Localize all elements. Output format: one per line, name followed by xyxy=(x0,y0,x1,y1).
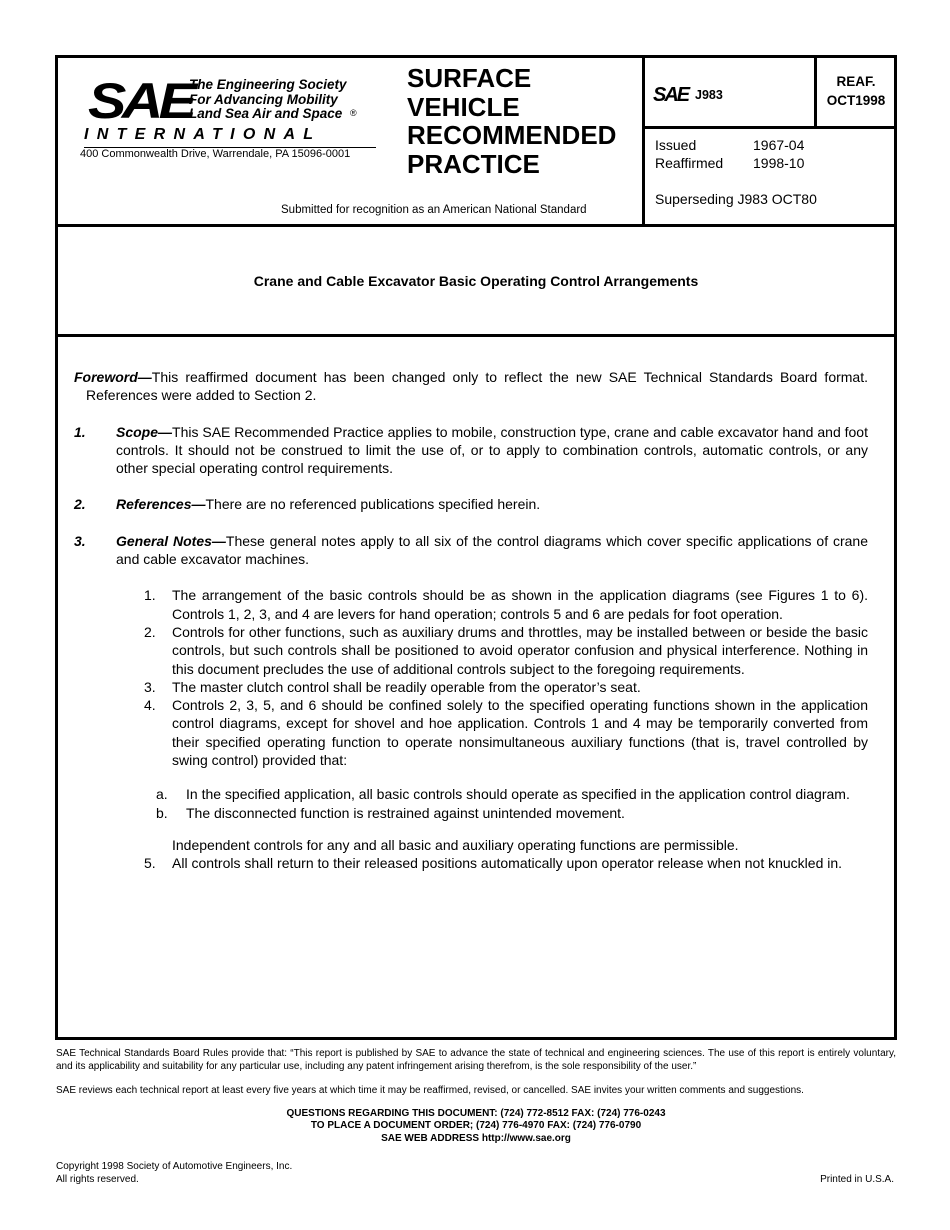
superseding-note: Superseding J983 OCT80 xyxy=(655,191,817,207)
independent-controls-note: Independent controls for any and all basic and auxiliary operating functions are permissible. xyxy=(172,836,739,853)
list-subitem: a. In the specified application, all basic controls should operate as specified in the application control diagram. xyxy=(156,786,850,803)
general-notes-list xyxy=(74,586,868,872)
reaffirmed-label: Reaffirmed xyxy=(655,155,724,171)
order-contact: TO PLACE A DOCUMENT ORDER; (724) 776-4970 FAX: (724) 776-0790 xyxy=(310,1120,642,1131)
list-item: 5. All controls shall return to their released positions automatically upon operator release when not knuckled in. xyxy=(144,855,843,872)
ansi-submission-note: Submitted for recognition as an American National Standard xyxy=(281,204,587,216)
document-type: SURFACE VEHICLE RECOMMENDED PRACTICE xyxy=(407,63,617,179)
header-divider-reaf xyxy=(642,126,894,129)
list-item: 2. Controls for other functions, such as auxiliary drums and throttles, may be installed between or beside the basic controls, but such controls shall be positioned to avoid operator confusion and physical interference. Nothing in this document precludes the use of additional controls subject to the foregoing requirements. xyxy=(144,623,868,677)
issue-dates xyxy=(655,136,804,172)
review-note: SAE reviews each technical report at least every five years at which time it may be reaffirmed, revised, or cancelled. SAE invites your written comments and suggestions. xyxy=(56,1085,804,1096)
list-item: 3. The master clutch control shall be readily operable from the operator’s seat. xyxy=(144,678,641,695)
sae-logo-mark: SAE xyxy=(88,73,193,129)
questions-contact: QUESTIONS REGARDING THIS DOCUMENT: (724) 772-8512 FAX: (724) 776-0243 xyxy=(286,1107,666,1119)
header-divider-left xyxy=(642,58,645,224)
header-divider-right xyxy=(814,58,817,126)
title-bottom-rule xyxy=(58,334,894,337)
reaffirmed-value: 1998-10 xyxy=(753,155,805,171)
header-bottom-rule xyxy=(58,224,894,227)
document-number: J983 xyxy=(695,88,723,102)
issued-label: Issued xyxy=(655,137,697,153)
document-frame xyxy=(55,55,897,1040)
issued-value: 1967-04 xyxy=(753,137,805,153)
document-title: Crane and Cable Excavator Basic Operating Control Arrangements xyxy=(253,273,699,289)
footer xyxy=(56,1048,896,1145)
international-wordmark: INTERNATIONAL xyxy=(84,126,322,143)
copyright: Copyright 1998 Society of Automotive Engineers, Inc. All rights reserved. xyxy=(56,1161,293,1185)
foreword: Foreword—This reaffirmed document has been changed only to reflect the new SAE Technical Standards Board format. References were added to Section 2. xyxy=(74,369,868,404)
section-scope: 1. Scope—This SAE Recommended Practice applies to mobile, construction type, crane and cable excavator hand and foot controls. It should not be construed to limit the use of, or to apply to combination controls, automatic controls, or any other special operating control requirements. xyxy=(74,423,868,477)
reaffirmation-stamp: REAF. OCT1998 xyxy=(826,74,886,108)
document-body xyxy=(74,368,868,873)
printed-in: Printed in U.S.A. xyxy=(820,1174,894,1185)
list-item: 1. The arrangement of the basic controls should be as shown in the application diagrams (see Figures 1 to 6). Controls 1, 2, 3, and 4 are levers for hand operation; controls 5 and 6 are pedals for foot operation. xyxy=(144,587,868,622)
sae-tagline: The Engineering Society For Advancing Mobility Land Sea Air and Space xyxy=(189,77,347,121)
section-general-notes: 3. General Notes—These general notes apply to all six of the control diagrams which cover specific applications of crane and cable excavator machines. xyxy=(74,532,868,568)
sae-small-logo: SAE xyxy=(653,84,689,106)
list-subitem: b. The disconnected function is restrained against unintended movement. xyxy=(156,804,625,821)
registered-mark: ® xyxy=(350,108,357,118)
sae-address: 400 Commonwealth Drive, Warrendale, PA 15096-0001 xyxy=(80,148,351,160)
section-references: 2. References—There are no referenced publications specified herein. xyxy=(74,496,541,513)
web-address: SAE WEB ADDRESS http://www.sae.org xyxy=(381,1132,571,1144)
list-item: 4. Controls 2, 3, 5, and 6 should be confined solely to the specified operating functions shown in the application control diagrams, except for shovel and hoe application. Controls 1 and 4 may be temporarily converted from their specified operating function to operate nonsimultaneous auxiliary functions (that is, travel controlled by swing control) provided that: xyxy=(144,697,868,769)
tsb-rules: SAE Technical Standards Board Rules provide that: “This report is published by SAE to advance the state of technical and engineering sciences. The use of this report is entirely voluntary, and its applicability and suitability for any particular use, including any patent infringement arising therefrom, is the sole responsibility of the user.” xyxy=(56,1048,896,1072)
